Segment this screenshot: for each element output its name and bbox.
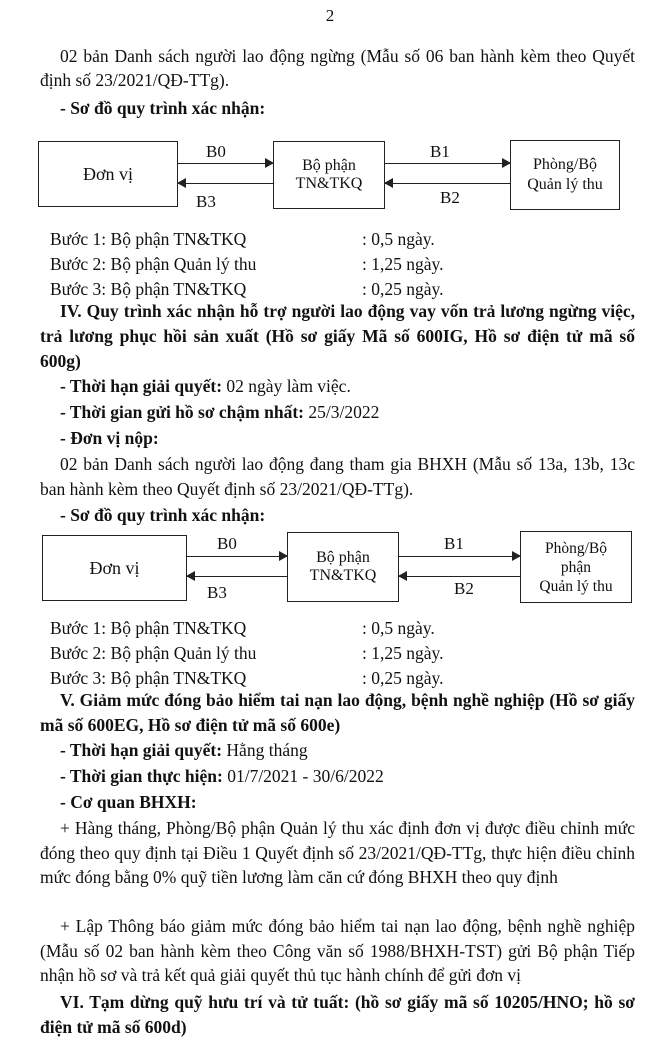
step-duration: : 0,5 ngày. — [362, 229, 435, 249]
period-value: 01/7/2021 - 30/6/2022 — [222, 766, 384, 786]
deadline-label: - Thời hạn giải quyết: — [60, 376, 223, 396]
submit-value: 25/3/2022 — [303, 402, 380, 422]
arrow-b3 — [187, 576, 287, 577]
section-5-agency-label: - Cơ quan BHXH: — [60, 792, 197, 812]
label-b2: B2 — [454, 579, 474, 598]
deadline-value: 02 ngày làm việc. — [222, 376, 351, 396]
arrow-b1 — [399, 556, 520, 557]
page-number: 2 — [325, 6, 335, 25]
step-duration: : 0,25 ngày. — [362, 279, 444, 299]
label-b1: B1 — [444, 534, 464, 553]
unit-box-label: Đơn vị — [82, 163, 134, 184]
step-name: Bước 3: Bộ phận TN&TKQ — [50, 668, 247, 688]
dept-box-label-2: TN&TKQ — [295, 175, 363, 192]
label-b0: B0 — [217, 534, 237, 553]
dept-box — [287, 532, 399, 602]
office-box — [520, 531, 632, 603]
step-duration: : 0,25 ngày. — [362, 668, 444, 688]
dept-box-label-1: Bộ phận — [302, 157, 356, 174]
period-label: - Thời gian thực hiện: — [60, 766, 223, 786]
step-duration: : 0,5 ngày. — [362, 618, 435, 638]
label-b3: B3 — [196, 192, 216, 211]
submit-label: - Thời gian gửi hồ sơ chậm nhất: — [60, 402, 304, 422]
dept-box-label-2: TN&TKQ — [309, 567, 377, 584]
unit-box — [38, 141, 178, 207]
step-duration: : 1,25 ngày. — [362, 643, 444, 663]
office-box-label-3: Quản lý thu — [539, 577, 613, 595]
step-duration: : 1,25 ngày. — [362, 254, 444, 274]
dept-box — [273, 141, 385, 209]
office-box-label-1: Phòng/Bộ — [532, 156, 597, 173]
deadline-value: Hằng tháng — [222, 740, 308, 760]
section-5-deadline — [40, 738, 635, 762]
section-4-unit-text: 02 bản Danh sách người lao động đang tham gia BHXH (Mẫu số 13a, 13b, 13c ban hành kèm theo Quyết định số 23/2021/QĐ-TTg). — [40, 454, 635, 499]
office-box-label-2: phận — [560, 558, 592, 576]
section-6-heading: VI. Tạm dừng quỹ hưu trí và tử tuất: (hồ sơ giấy mã số 10205/HNO; hồ sơ điện tử mã số 600d) — [40, 992, 635, 1037]
step-name: Bước 1: Bộ phận TN&TKQ — [50, 229, 247, 249]
diagram2-heading: - Sơ đồ quy trình xác nhận: — [60, 505, 266, 525]
section-4-unit-label: - Đơn vị nộp: — [60, 428, 159, 448]
intro-paragraph: 02 bản Danh sách người lao động ngừng (Mẫu số 06 ban hành kèm theo Quyết định số 23/2021/QĐ-TTg). — [40, 46, 635, 90]
section-5-heading: V. Giảm mức đóng bảo hiểm tai nạn lao động, bệnh nghề nghiệp (Hồ sơ giấy mã số 600EG, Hồ sơ điện tử mã số 600e) — [40, 690, 635, 735]
section-5-period — [40, 764, 635, 788]
unit-box — [42, 535, 187, 601]
arrow-b2 — [385, 183, 510, 184]
arrow-b3 — [178, 183, 273, 184]
step-name: Bước 2: Bộ phận Quản lý thu — [50, 643, 257, 663]
step-name: Bước 1: Bộ phận TN&TKQ — [50, 618, 247, 638]
step-name: Bước 3: Bộ phận TN&TKQ — [50, 279, 247, 299]
section-4-deadline — [40, 374, 635, 398]
dept-box-label-1: Bộ phận — [316, 549, 370, 566]
label-b3: B3 — [207, 583, 227, 602]
label-b0: B0 — [206, 142, 226, 161]
section-5-paragraph-2: + Lập Thông báo giảm mức đóng bảo hiểm tai nạn lao động, bệnh nghề nghiệp (Mẫu số 02 ban hành kèm theo Công văn số 1988/BHXH-TST) gửi Bộ phận Tiếp nhận hồ sơ và trả kết quả giải quyết thủ tục hành chính để gửi đơn vị — [40, 916, 635, 985]
section-5-paragraph-1: + Hàng tháng, Phòng/Bộ phận Quản lý thu xác định đơn vị được điều chỉnh mức đóng theo quy định tại Điều 1 Quyết định số 23/2021/QĐ-TTg, thực hiện điều chỉnh mức đóng bằng 0% quỹ tiền lương làm căn cứ đóng BHXH theo quy định — [40, 818, 635, 887]
arrow-b0 — [187, 556, 287, 557]
arrow-b1 — [385, 163, 510, 164]
section-4-submit-time — [40, 400, 635, 424]
step-name: Bước 2: Bộ phận Quản lý thu — [50, 254, 257, 274]
arrow-b0 — [178, 163, 273, 164]
section-4-heading: IV. Quy trình xác nhận hỗ trợ người lao động vay vốn trả lương ngừng việc, trả lương phục hồi sản xuất (Hồ sơ giấy Mã số 600IG, Hồ sơ điện tử mã số 600g) — [40, 301, 635, 371]
office-box-label-1: Phòng/Bộ — [544, 539, 607, 557]
office-box — [510, 140, 620, 210]
office-box-label-3: Quản lý thu — [527, 176, 603, 193]
unit-box-label: Đơn vị — [89, 557, 140, 578]
arrow-b2 — [399, 576, 520, 577]
diagram1-heading: - Sơ đồ quy trình xác nhận: — [60, 98, 266, 118]
label-b1: B1 — [430, 142, 450, 161]
label-b2: B2 — [440, 188, 460, 207]
deadline-label: - Thời hạn giải quyết: — [60, 740, 223, 760]
